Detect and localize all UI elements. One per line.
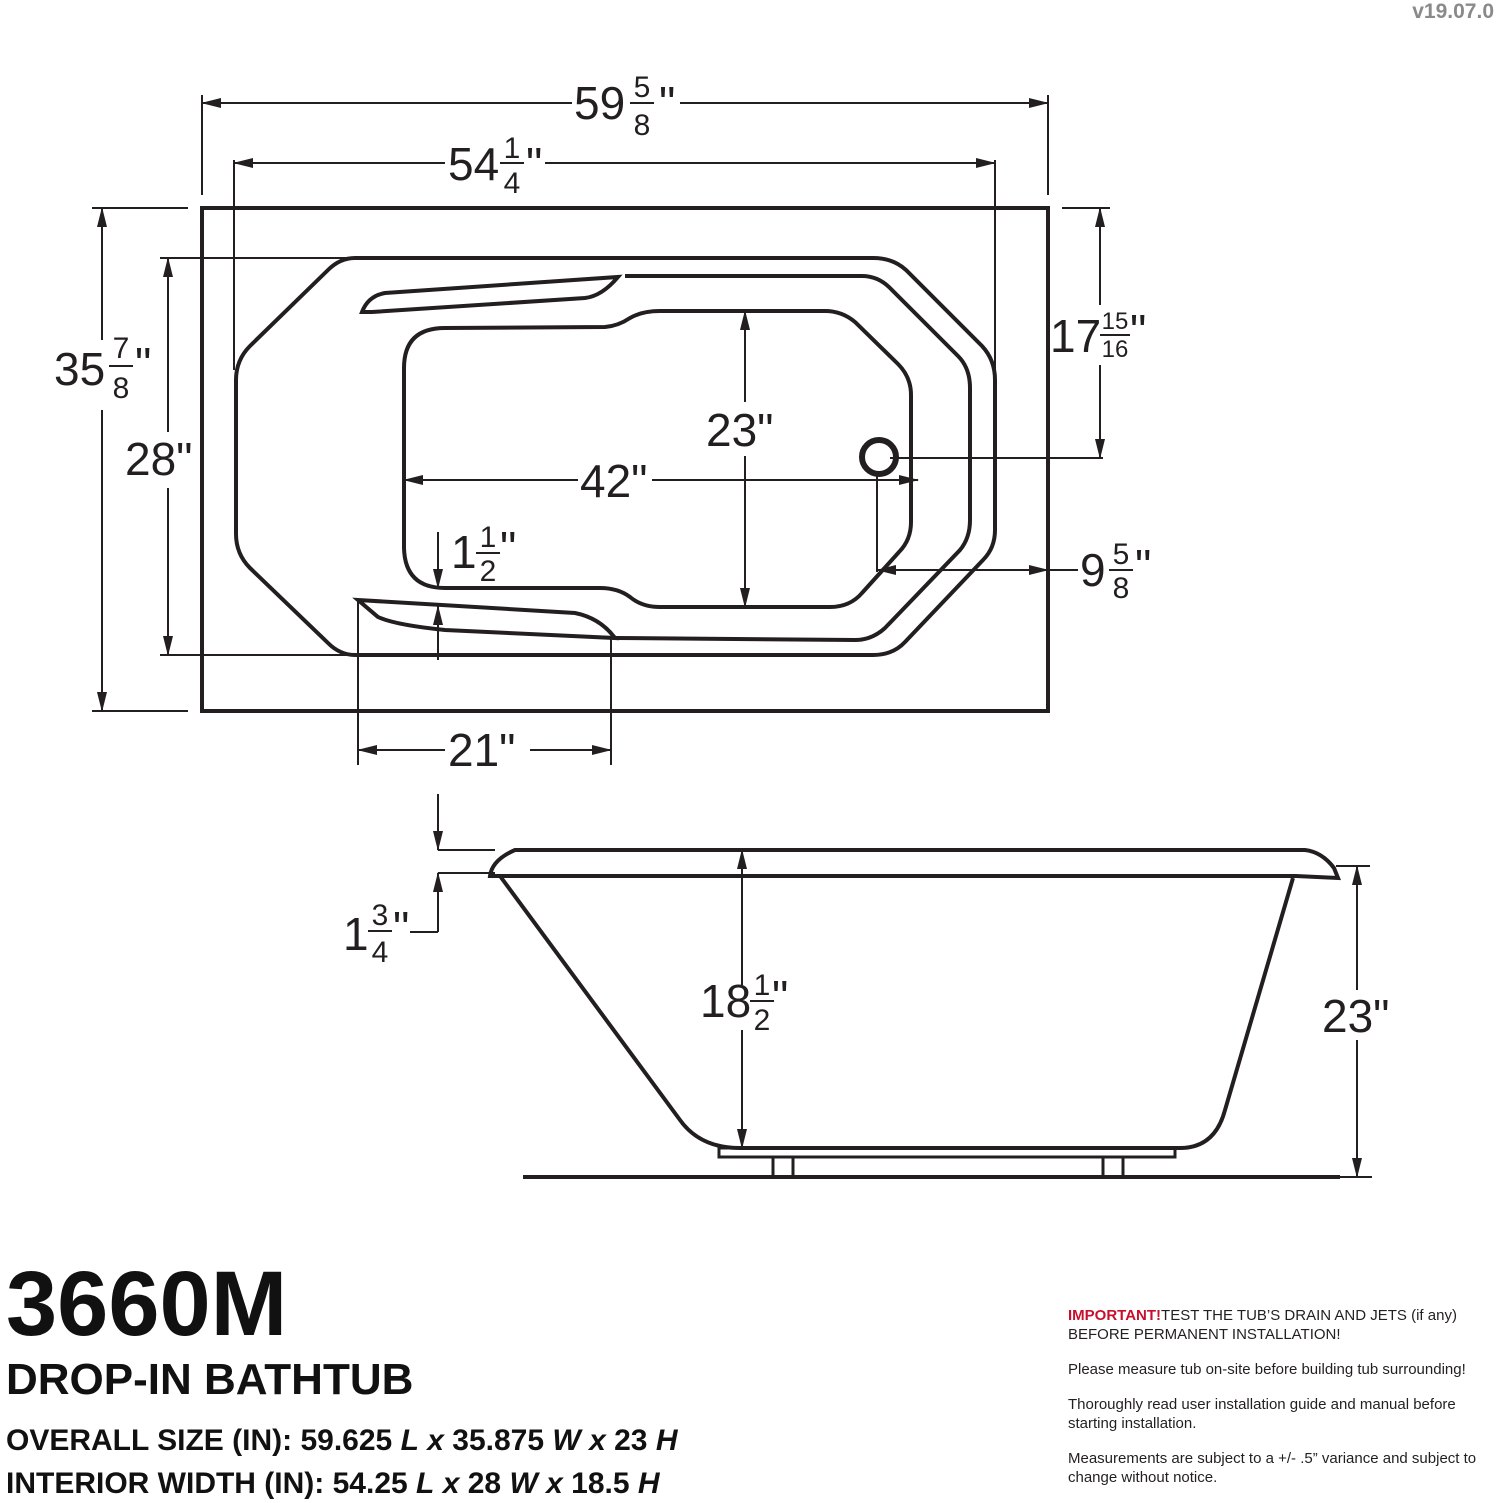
overall-size-label: OVERALL SIZE (IN): (6, 1424, 293, 1457)
svg-text:16: 16 (1101, 336, 1129, 363)
svg-text:9: 9 (1080, 544, 1106, 596)
interior-width-value: 28 (467, 1467, 502, 1500)
svg-text:15: 15 (1101, 308, 1129, 335)
svg-text:5: 5 (1112, 538, 1130, 571)
svg-text:8: 8 (633, 109, 651, 142)
svg-text:": " (393, 902, 410, 954)
product-type: DROP-IN BATHTUB (6, 1355, 414, 1404)
svg-text:": " (526, 138, 543, 190)
svg-text:1: 1 (479, 521, 497, 554)
svg-text:2: 2 (479, 555, 497, 588)
interior-length-value: 54.25 (332, 1467, 408, 1500)
dim-seat-length: 21" (448, 724, 516, 776)
overall-height-unit: H (655, 1424, 678, 1457)
svg-text:59: 59 (574, 77, 626, 129)
dim-overall-height: 23" (1322, 990, 1390, 1042)
interior-times-2: x (546, 1467, 563, 1500)
svg-text:18: 18 (700, 975, 752, 1027)
dim-interior-depth (700, 969, 788, 1037)
overall-size-line (6, 1426, 677, 1456)
svg-text:1: 1 (753, 969, 771, 1002)
interior-height-unit: H (637, 1467, 660, 1500)
dim-armrest-depth (451, 521, 516, 588)
svg-text:7: 7 (112, 332, 130, 365)
dim-overall-length (574, 71, 675, 142)
overall-width-value: 35.875 (452, 1424, 545, 1457)
important-note (1068, 1306, 1494, 1344)
measure-note: Please measure tub on-site before building tub surrounding! (1068, 1361, 1466, 1378)
svg-text:": " (1130, 305, 1147, 357)
variance-note: Measurements are subject to a +/- .5” variance and subject to change without notice. (1068, 1450, 1477, 1486)
svg-text:1: 1 (343, 908, 369, 960)
tub-base-plate (719, 1148, 1175, 1157)
installation-notes (1068, 1306, 1494, 1503)
interior-times-1: x (442, 1467, 460, 1500)
overall-height-value: 23 (614, 1424, 648, 1457)
svg-text:": " (500, 522, 517, 574)
svg-text:17: 17 (1050, 310, 1102, 362)
svg-text:2: 2 (753, 1004, 771, 1037)
overall-times-2: x (589, 1424, 606, 1457)
tub-side-rim (490, 850, 1338, 878)
overall-times-1: x (427, 1424, 444, 1457)
svg-text:5: 5 (633, 71, 651, 104)
svg-text:8: 8 (1112, 572, 1130, 605)
side-view (490, 850, 1340, 1177)
interior-size-line (6, 1469, 660, 1499)
svg-text:": " (1135, 540, 1152, 592)
version-label: v19.07.0 (1412, 0, 1494, 23)
interior-length-unit: L (416, 1467, 435, 1500)
armrest-bottom (358, 600, 615, 638)
important-label: IMPORTANT! (1068, 1307, 1162, 1324)
interior-width-unit: W (509, 1467, 538, 1500)
svg-text:": " (772, 971, 789, 1023)
read-guide-note: Thoroughly read user installation guide and manual before starting installation. (1068, 1396, 1456, 1432)
dim-bottom-length: 42" (580, 455, 648, 507)
svg-text:1: 1 (503, 132, 521, 165)
interior-size-label: INTERIOR WIDTH (IN): (6, 1467, 325, 1500)
svg-text:": " (135, 338, 152, 390)
svg-text:4: 4 (503, 167, 521, 200)
dim-drain-offset (1080, 538, 1151, 605)
tub-side-body (500, 876, 1293, 1148)
dim-interior-width: 28" (125, 433, 193, 485)
overall-length-unit: L (400, 1424, 419, 1457)
dim-interior-length (448, 132, 542, 200)
overall-width-unit: W (552, 1424, 581, 1457)
armrest-top (362, 277, 618, 312)
svg-text:3: 3 (371, 899, 389, 932)
overall-length-value: 59.625 (300, 1424, 393, 1457)
svg-text:": " (659, 77, 676, 129)
svg-text:8: 8 (112, 372, 130, 405)
model-number: 3660M (6, 1253, 288, 1355)
svg-text:1: 1 (451, 526, 477, 578)
interior-height-value: 18.5 (571, 1467, 630, 1500)
dim-deck-thickness (343, 899, 409, 969)
dim-bottom-width: 23" (706, 404, 774, 456)
svg-text:35: 35 (54, 343, 106, 395)
important-text: TEST THE TUB’S DRAIN AND JETS (if any) BEFORE PERMANENT INSTALLATION! (1068, 1307, 1457, 1343)
dim-overall-width (54, 332, 151, 405)
dim-drain-from-end (1050, 305, 1146, 363)
svg-text:54: 54 (448, 138, 500, 190)
svg-text:4: 4 (371, 936, 389, 969)
